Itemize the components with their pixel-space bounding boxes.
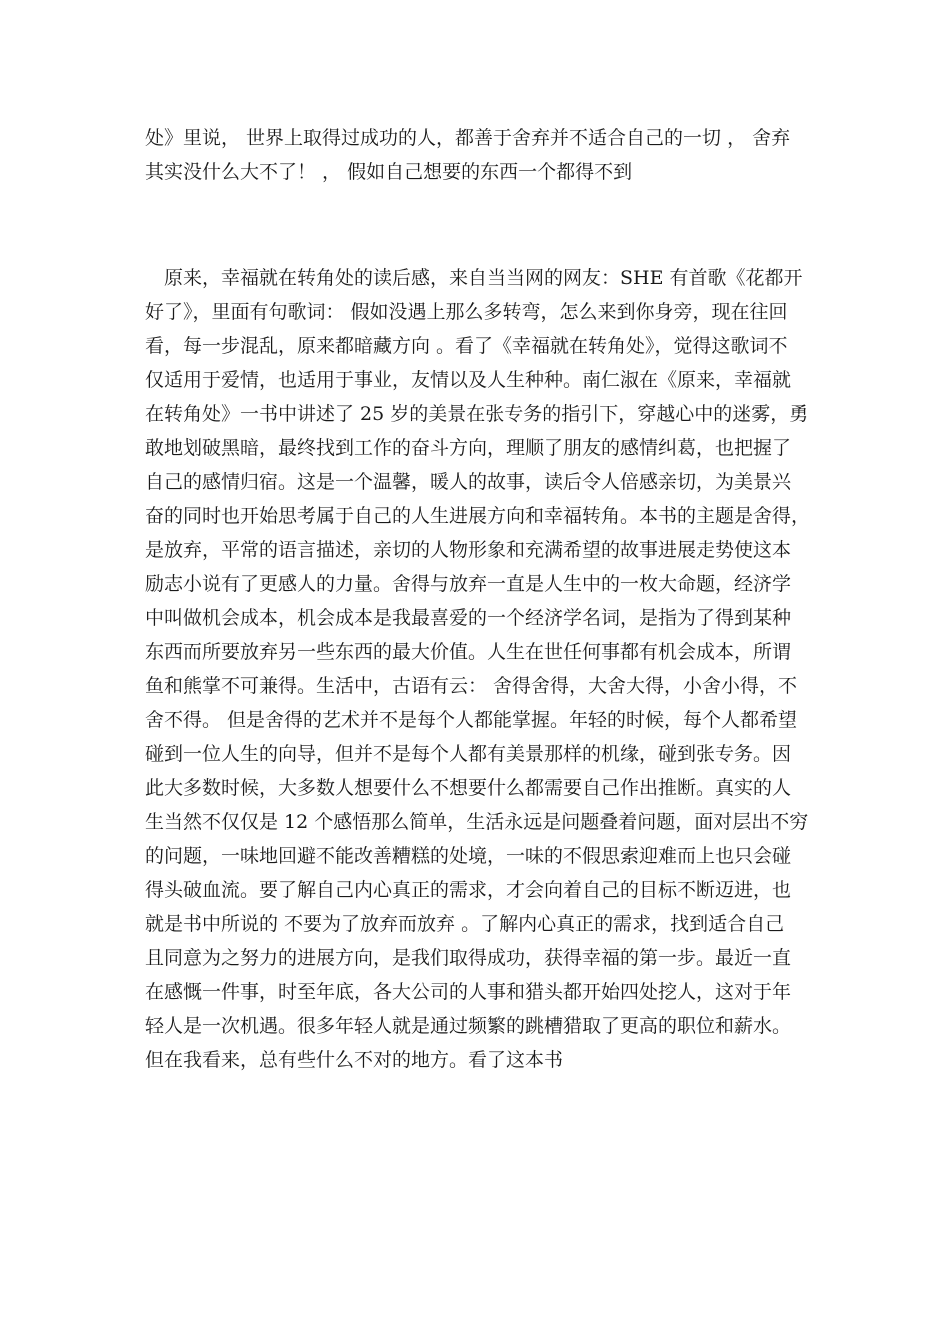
text-line: 在转角处》一书中讲述了 25 岁的美景在张专务的指引下，穿越心中的迷雾，勇 [145, 403, 809, 425]
text-line: 看，每一步混乱，原来都暗藏方向 。看了《幸福就在转角处》，觉得这歌词不 [145, 335, 788, 357]
text-line: 是放弃，平常的语言描述，亲切的人物形象和充满希望的故事进展走势使这本 [145, 539, 792, 561]
text-line: 东西而所要放弃另一些东西的最大价值。人生在世任何事都有机会成本，所谓 [145, 641, 792, 663]
text-line: 此大多数时候，大多数人想要什么不想要什么都需要自己作出推断。真实的人 [145, 777, 792, 799]
text-line: 在感慨一件事，时至年底，各大公司的人事和猎头都开始四处挖人，这对于年 [145, 981, 792, 1003]
text-line: 的问题，一味地回避不能改善糟糕的处境，一味的不假思索迎难而上也只会碰 [145, 845, 792, 867]
text-line: 励志小说有了更感人的力量。舍得与放弃一直是人生中的一枚大命题，经济学 [145, 573, 792, 595]
text-line: 鱼和熊掌不可兼得。生活中，古语有云： 舍得舍得，大舍大得，小舍小得，不 [145, 675, 798, 697]
text-line: 且同意为之努力的进展方向，是我们取得成功，获得幸福的第一步。最近一直 [145, 947, 792, 969]
text-line: 但在我看来，总有些什么不对的地方。看了这本书 [145, 1049, 564, 1071]
text-line: 奋的同时也开始思考属于自己的人生进展方向和幸福转角。本书的主题是舍得， [145, 505, 810, 527]
text-line: 碰到一位人生的向导，但并不是每个人都有美景那样的机缘，碰到张专务。因 [145, 743, 792, 765]
text-line: 好了》，里面有句歌词： 假如没遇上那么多转弯，怎么来到你身旁，现在往回 [145, 301, 788, 323]
text-line: 就是书中所说的 不要为了放弃而放弃 。了解内心真正的需求，找到适合自己 [145, 913, 785, 935]
text-line: 舍不得。 但是舍得的艺术并不是每个人都能掌握。年轻的时候，每个人都希望 [145, 709, 798, 731]
text-line: 轻人是一次机遇。很多年轻人就是通过频繁的跳槽猎取了更高的职位和薪水。 [145, 1015, 792, 1037]
text-line: 原来，幸福就在转角处的读后感，来自当当网的网友：SHE 有首歌《花都开 [164, 267, 803, 289]
text-line: 生当然不仅仅是 12 个感悟那么简单，生活永远是问题叠着问题，面对层出不穷 [145, 811, 809, 833]
text-line: 仅适用于爱情，也适用于事业，友情以及人生种种。南仁淑在《原来，幸福就 [145, 369, 792, 391]
text-line: 处》里说， 世界上取得过成功的人，都善于舍弃并不适合自己的一切 ， 舍弃 [145, 127, 791, 149]
text-line: 其实没什么大不了！ ， 假如自己想要的东西一个都得不到 [145, 161, 633, 183]
text-line: 得头破血流。要了解自己内心真正的需求，才会向着自己的目标不断迈进，也 [145, 879, 792, 901]
text-line: 中叫做机会成本，机会成本是我最喜爱的一个经济学名词，是指为了得到某种 [145, 607, 792, 629]
text-line: 敢地划破黑暗，最终找到工作的奋斗方向，理顺了朋友的感情纠葛，也把握了 [145, 437, 792, 459]
text-line: 自己的感情归宿。这是一个温馨，暖人的故事，读后令人倍感亲切，为美景兴 [145, 471, 792, 493]
